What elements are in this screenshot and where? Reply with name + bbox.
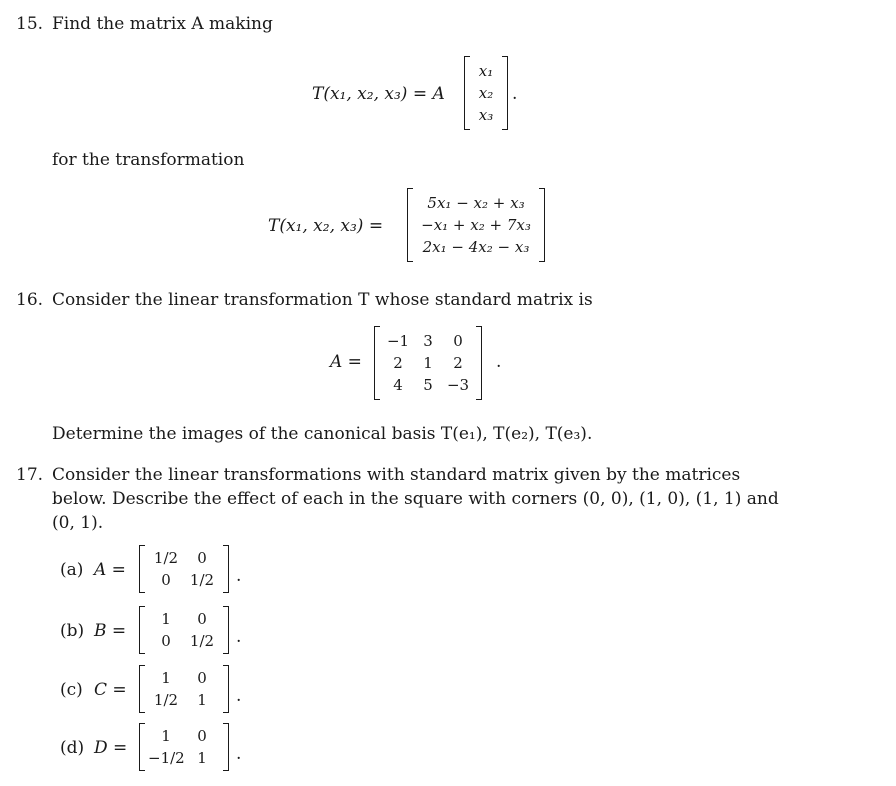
item-b-lhs: B = — [94, 621, 127, 641]
item-d-matrix — [139, 723, 229, 771]
p16-matrix — [374, 326, 482, 400]
item-a-lhs: A = — [94, 560, 126, 580]
matrix-cell: −1 — [386, 332, 410, 350]
p16-end: . — [496, 352, 502, 372]
problem-16-text: Consider the linear transformation T whose standard matrix is — [52, 290, 593, 310]
item-c-label: (c) — [60, 680, 83, 700]
matrix-cell: −3 — [446, 376, 470, 394]
item-c-end: . — [236, 686, 242, 706]
matrix-cell: 1 — [197, 691, 207, 709]
matrix-cell: −1/2 — [148, 749, 185, 767]
matrix-cell: 5x₁ − x₂ + x₃ — [427, 194, 525, 212]
matrix-cell: x₃ — [478, 106, 494, 124]
problem-15-text: Find the matrix A making — [52, 14, 273, 34]
matrix-cell: x₁ — [478, 62, 494, 80]
problem-17-line-2: below. Describe the effect of each in the square with corners (0, 0), (1, 0), (1, 1) and — [52, 489, 779, 509]
matrix-cell: x₂ — [478, 84, 494, 102]
matrix-cell: 2 — [453, 354, 463, 372]
p16-determine-text: Determine the images of the canonical basis T(e₁), T(e₂), T(e₃). — [52, 424, 593, 444]
eq2-lhs: T(x₁, x₂, x₃) = — [268, 216, 384, 236]
item-c-lhs: C = — [94, 680, 127, 700]
matrix-cell: 3 — [423, 332, 433, 350]
matrix-cell: 1/2 — [153, 691, 179, 709]
p16-lhs: A = — [330, 352, 362, 372]
matrix-cell: 1/2 — [189, 632, 215, 650]
eq1-vector — [464, 56, 508, 130]
matrix-cell: 0 — [161, 571, 171, 589]
matrix-cell: 1 — [161, 669, 171, 687]
item-b-label: (b) — [60, 621, 85, 641]
problem-17-line-3: (0, 1). — [52, 513, 104, 533]
matrix-cell: 0 — [197, 549, 207, 567]
problem-17-line-1: Consider the linear transformations with standard matrix given by the matrices — [52, 465, 741, 485]
matrix-cell: 1/2 — [189, 571, 215, 589]
matrix-cell: 0 — [197, 669, 207, 687]
item-d-end: . — [236, 744, 242, 764]
item-b-matrix — [139, 606, 229, 654]
matrix-cell: 0 — [453, 332, 463, 350]
matrix-cell: 4 — [393, 376, 403, 394]
matrix-cell: 0 — [197, 727, 207, 745]
matrix-cell: −x₁ + x₂ + 7x₃ — [421, 216, 531, 234]
matrix-cell: 1 — [197, 749, 207, 767]
matrix-cell: 1 — [161, 610, 171, 628]
eq1-lhs: T(x₁, x₂, x₃) = A — [312, 84, 445, 104]
matrix-cell: 0 — [161, 632, 171, 650]
item-c-matrix — [139, 665, 229, 713]
eq1-end: . — [512, 84, 518, 104]
item-d-label: (d) — [60, 738, 85, 758]
matrix-cell: 5 — [423, 376, 433, 394]
item-a-label: (a) — [60, 560, 84, 580]
item-b-end: . — [236, 627, 242, 647]
item-d-lhs: D = — [94, 738, 128, 758]
matrix-cell: 2 — [393, 354, 403, 372]
matrix-cell: 0 — [197, 610, 207, 628]
eq2-matrix — [407, 188, 545, 262]
problem-16-number: 16. — [16, 290, 44, 310]
matrix-cell: 1/2 — [153, 549, 179, 567]
problem-17-number: 17. — [16, 465, 44, 485]
matrix-cell: 1 — [161, 727, 171, 745]
matrix-cell: 2x₁ − 4x₂ − x₃ — [422, 238, 530, 256]
item-a-matrix — [139, 545, 229, 593]
problem-15-number: 15. — [16, 14, 44, 34]
item-a-end: . — [236, 566, 242, 586]
matrix-cell: 1 — [423, 354, 433, 372]
for-transformation-text: for the transformation — [52, 150, 245, 170]
